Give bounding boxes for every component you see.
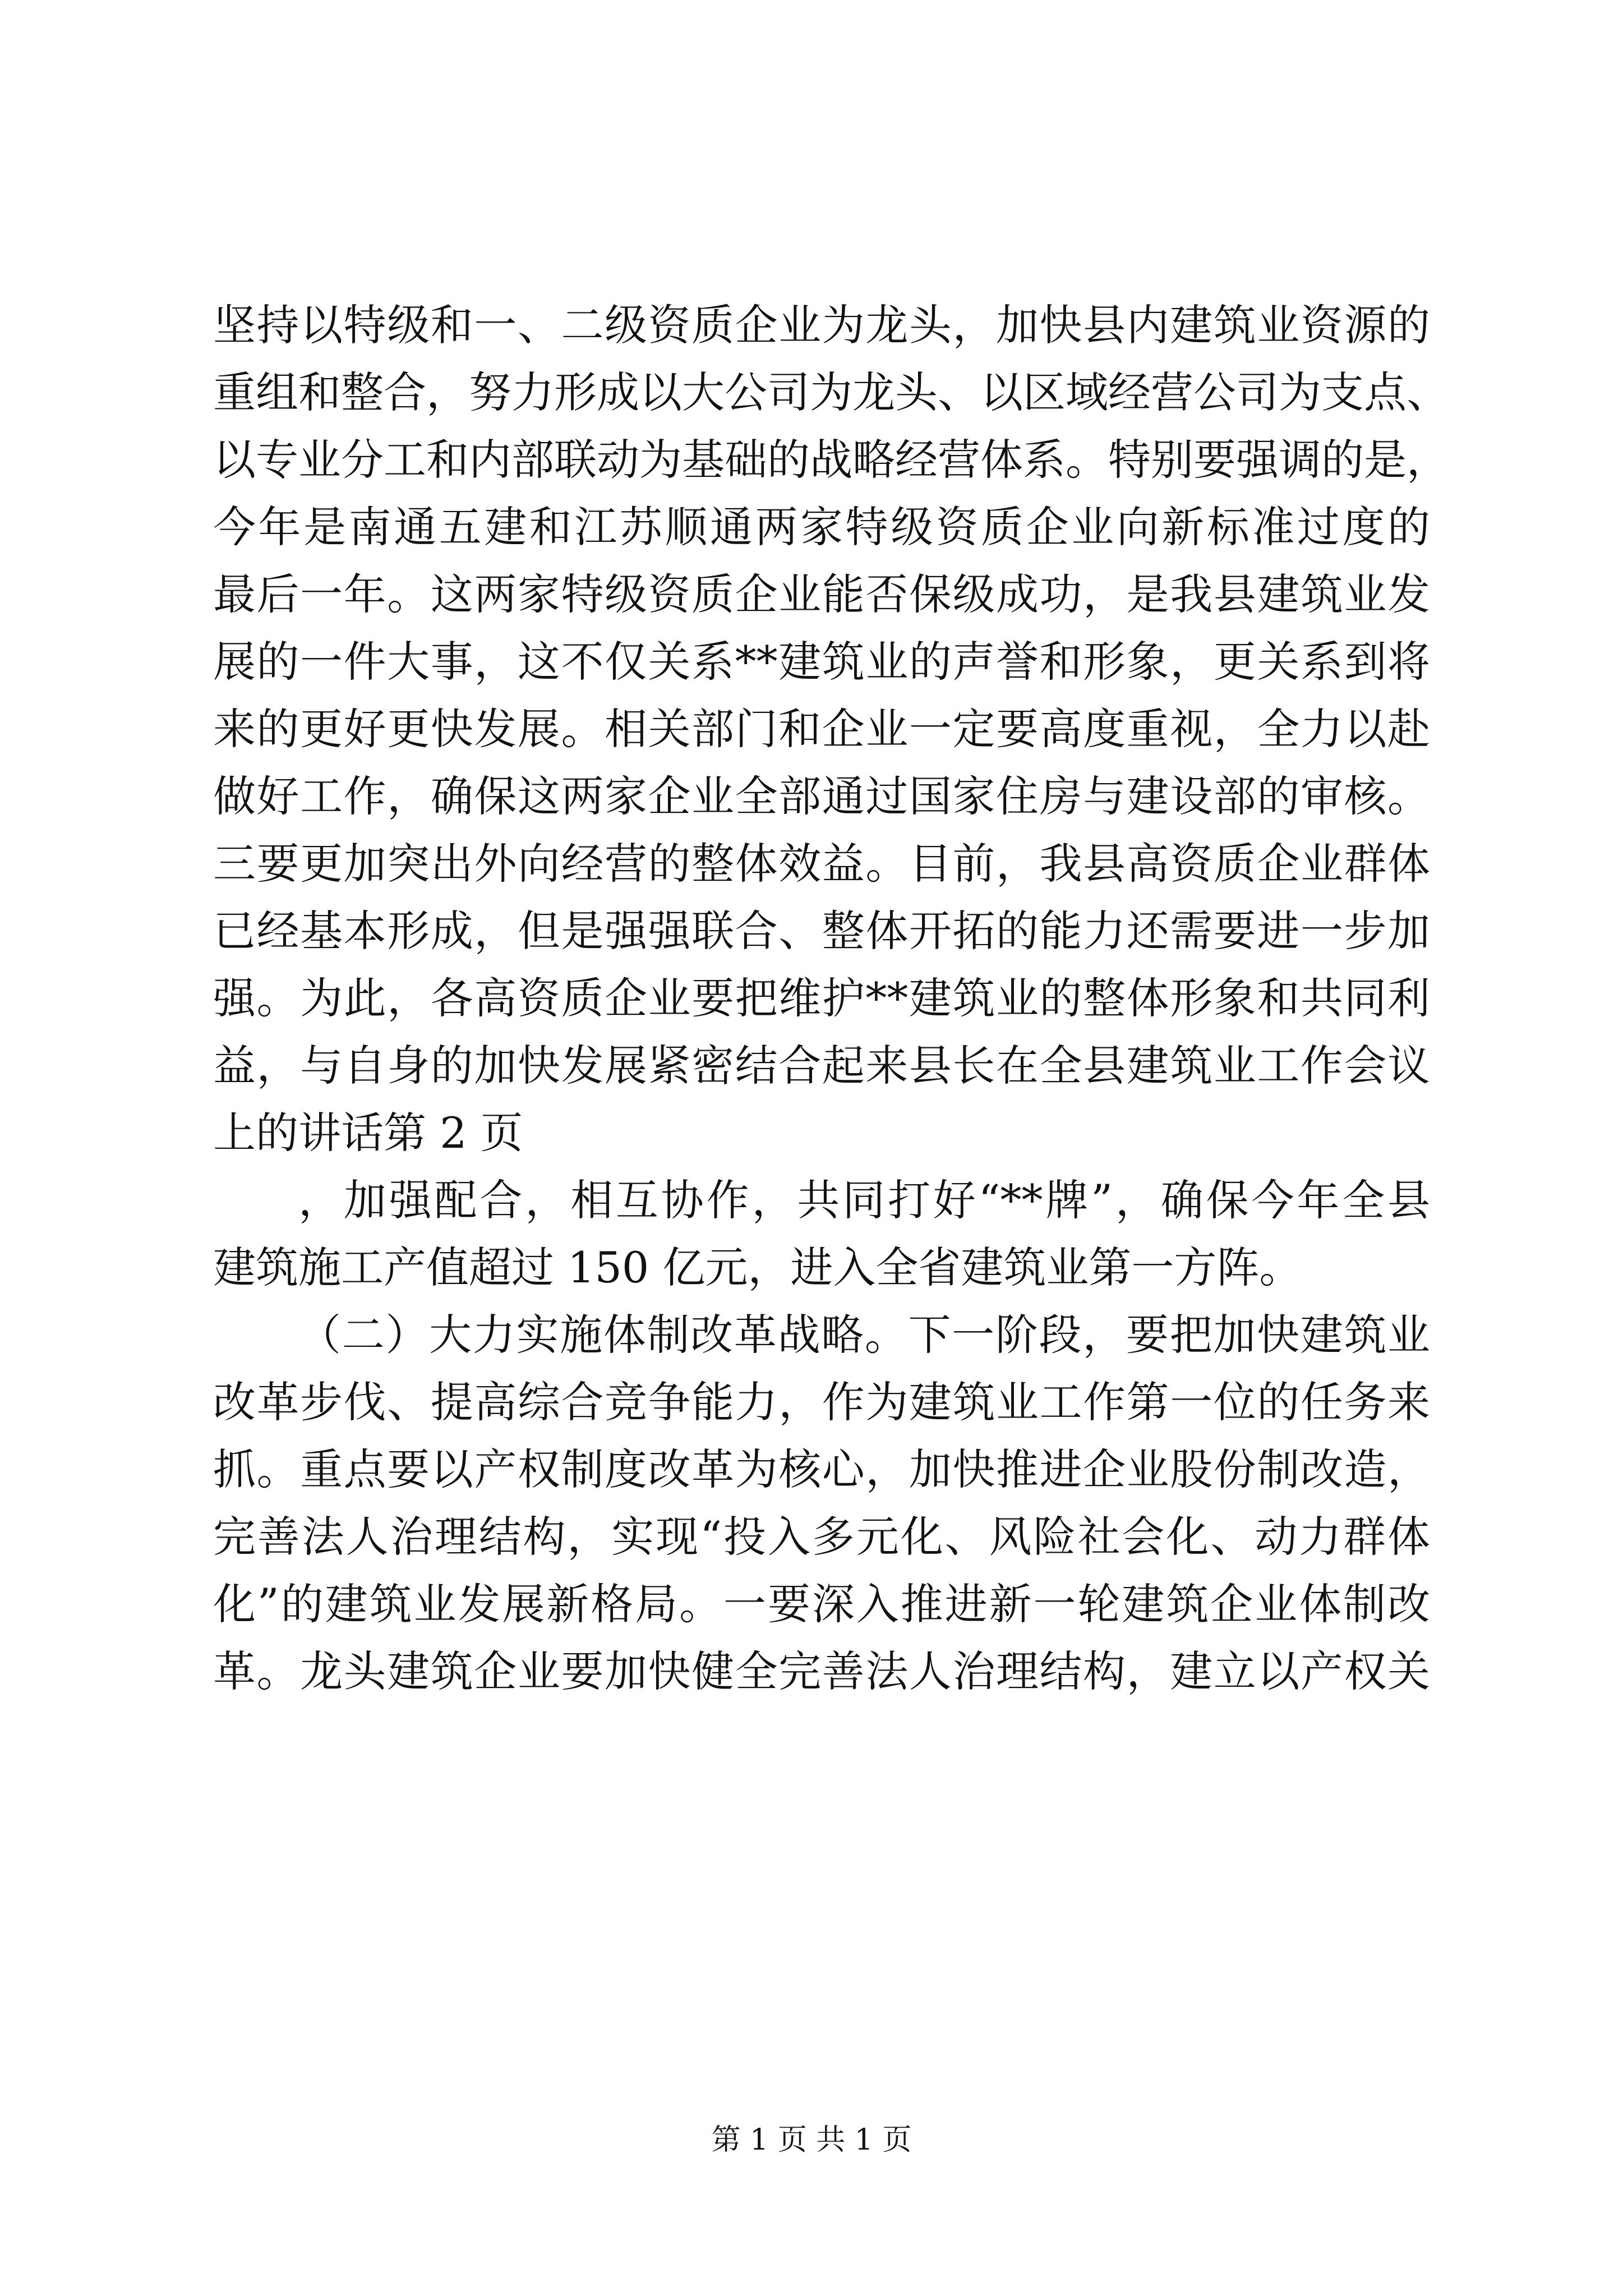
text-line: 以专业分工和内部联动为基础的战略经营体系。特别要强调的是， xyxy=(213,435,1449,485)
text-line: 来的更好更快发展。相关部门和企业一定要高度重视，全力以赴 xyxy=(213,704,1430,754)
document-body xyxy=(213,292,1449,1705)
text-line: 革。龙头建筑企业要加快健全完善法人治理结构，建立以产权关 xyxy=(213,1646,1430,1696)
text-line: 做好工作，确保这两家企业全部通过国家住房与建设部的审核。 xyxy=(213,771,1430,821)
text-line: 改革步伐、提高综合竞争能力，作为建筑业工作第一位的任务来 xyxy=(213,1377,1430,1427)
text-line: （二）大力实施体制改革战略。下一阶段，要把加快建筑业 xyxy=(298,1310,1430,1360)
page-footer: 第 1 页 共 1 页 xyxy=(711,2123,912,2157)
text-line: ，加强配合，相互协作，共同打好“**牌”，确保今年全县 xyxy=(298,1175,1430,1225)
text-line: 已经基本形成，但是强强联合、整体开拓的能力还需要进一步加 xyxy=(213,906,1430,956)
text-line: 展的一件大事，这不仅关系**建筑业的声誉和形象，更关系到将 xyxy=(213,637,1430,687)
text-line: 上的讲话第 2 页 xyxy=(213,1108,523,1158)
text-line: 坚持以特级和一、二级资质企业为龙头，加快县内建筑业资源的 xyxy=(213,300,1430,350)
text-line: 最后一年。这两家特级资质企业能否保级成功，是我县建筑业发 xyxy=(213,569,1430,619)
text-line: 抓。重点要以产权制度改革为核心，加快推进企业股份制改造， xyxy=(213,1444,1430,1494)
text-line: 今年是南通五建和江苏顺通两家特级资质企业向新标准过度的 xyxy=(213,502,1430,552)
text-line: 强。为此，各高资质企业要把维护**建筑业的整体形象和共同利 xyxy=(213,973,1430,1023)
text-line: 益，与自身的加快发展紧密结合起来县长在全县建筑业工作会议 xyxy=(213,1041,1430,1091)
text-line: 重组和整合，努力形成以大公司为龙头、以区域经营公司为支点、 xyxy=(213,367,1449,417)
text-line: 完善法人治理结构，实现“投入多元化、风险社会化、动力群体 xyxy=(213,1512,1430,1562)
text-line: 建筑施工产值超过 150 亿元，进入全省建筑业第一方阵。 xyxy=(213,1243,1302,1292)
text-line: 化”的建筑业发展新格局。一要深入推进新一轮建筑企业体制改 xyxy=(213,1579,1430,1629)
text-line: 三要更加突出外向经营的整体效益。目前，我县高资质企业群体 xyxy=(213,839,1430,889)
